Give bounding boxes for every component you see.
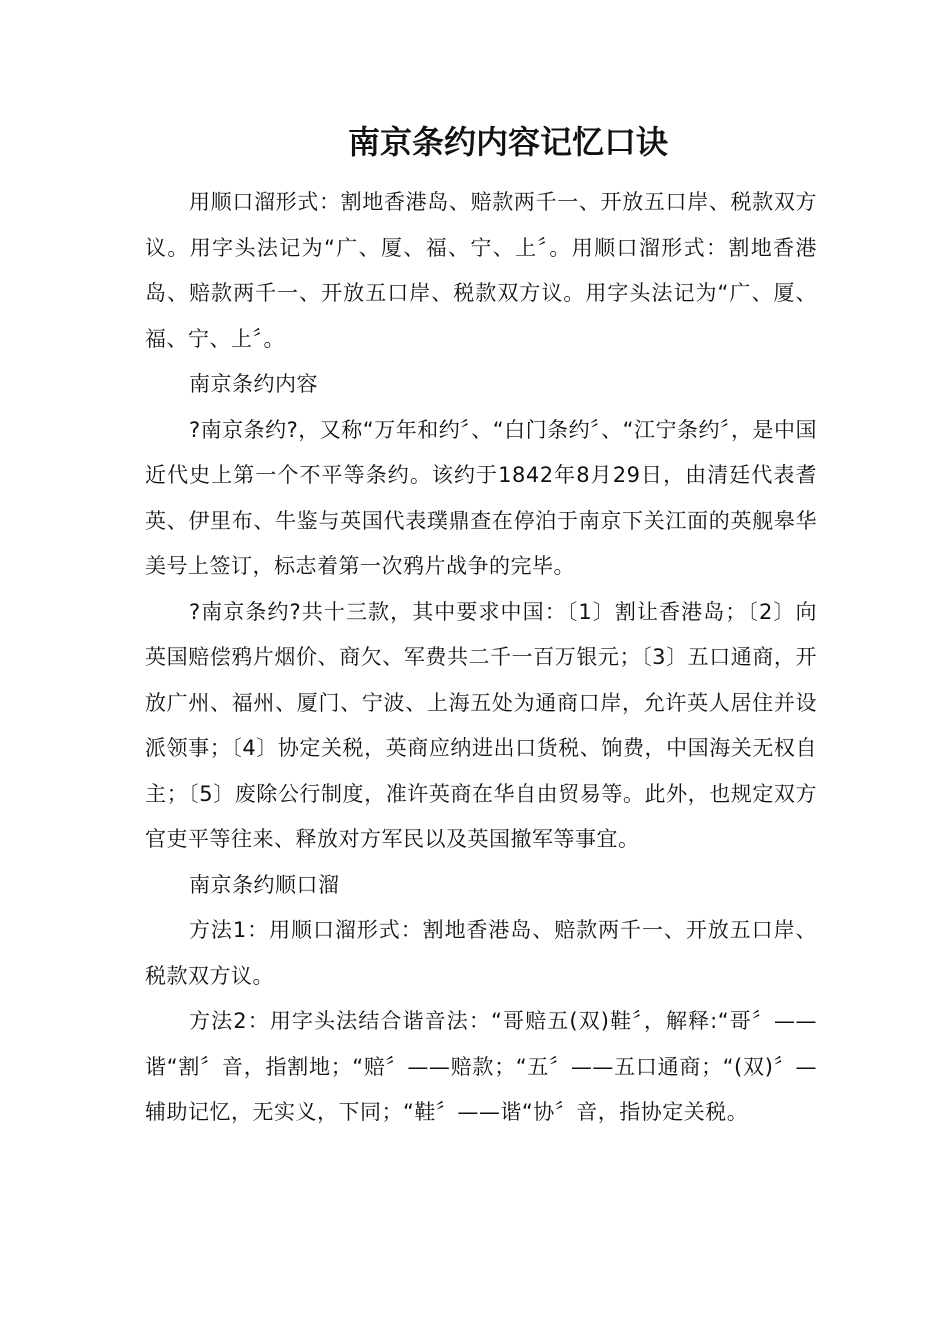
paragraph-method-2: 方法2：用字头法结合谐音法：“哥赔五(双)鞋〞，解释:“哥〞——谐“割〞音，指割地；“赔〞——赔款；“五〞——五口通商；“(双)〞—辅助记忆，无实义，下同；“鞋〞——谐“协〞音，指协定关税。 — [145, 1009, 817, 1124]
document-body — [145, 180, 817, 1136]
paragraph-treaty-terms: ?南京条约?共十三款，其中要求中国：〔1〕割让香港岛；〔2〕向英国赔偿鸦片烟价、商欠、军费共二千一百万银元；〔3〕五口通商，开放广州、福州、厦门、宁波、上海五处为通商口岸，允许英人居住并设派领事；〔4〕协定关税，英商应纳进出口货税、饷费，中国海关无权自主；〔5〕废除公行制度，准许英商在华自由贸易等。此外，也规定双方官吏平等往来、释放对方军民以及英国撤军等事宜。 — [145, 599, 817, 851]
paragraph-method-1: 方法1：用顺口溜形式：割地香港岛、赔款两千一、开放五口岸、税款双方议。 — [145, 918, 817, 988]
document-title: 南京条约内容记忆口诀 — [347, 123, 668, 161]
paragraph-intro: 用顺口溜形式：割地香港岛、赔款两千一、开放五口岸、税款双方议。用字头法记为“广、厦、福、宁、上〞。用顺口溜形式：割地香港岛、赔款两千一、开放五口岸、税款双方议。用字头法记为“广、厦、福、宁、上〞。 — [145, 190, 817, 351]
section-heading-mnemonic: 南京条约顺口溜 — [189, 872, 340, 897]
paragraph-treaty-overview: ?南京条约?，又称“万年和约〞、“白门条约〞、“江宁条约〞，是中国近代史上第一个不平等条约。该约于1842年8月29日，由清廷代表耆英、伊里布、牛鉴与英国代表璞鼎查在停泊于南京下关江面的英舰皋华美号上签订，标志着第一次鸦片战争的完毕。 — [145, 417, 817, 578]
section-heading-contents: 南京条约内容 — [189, 372, 318, 396]
